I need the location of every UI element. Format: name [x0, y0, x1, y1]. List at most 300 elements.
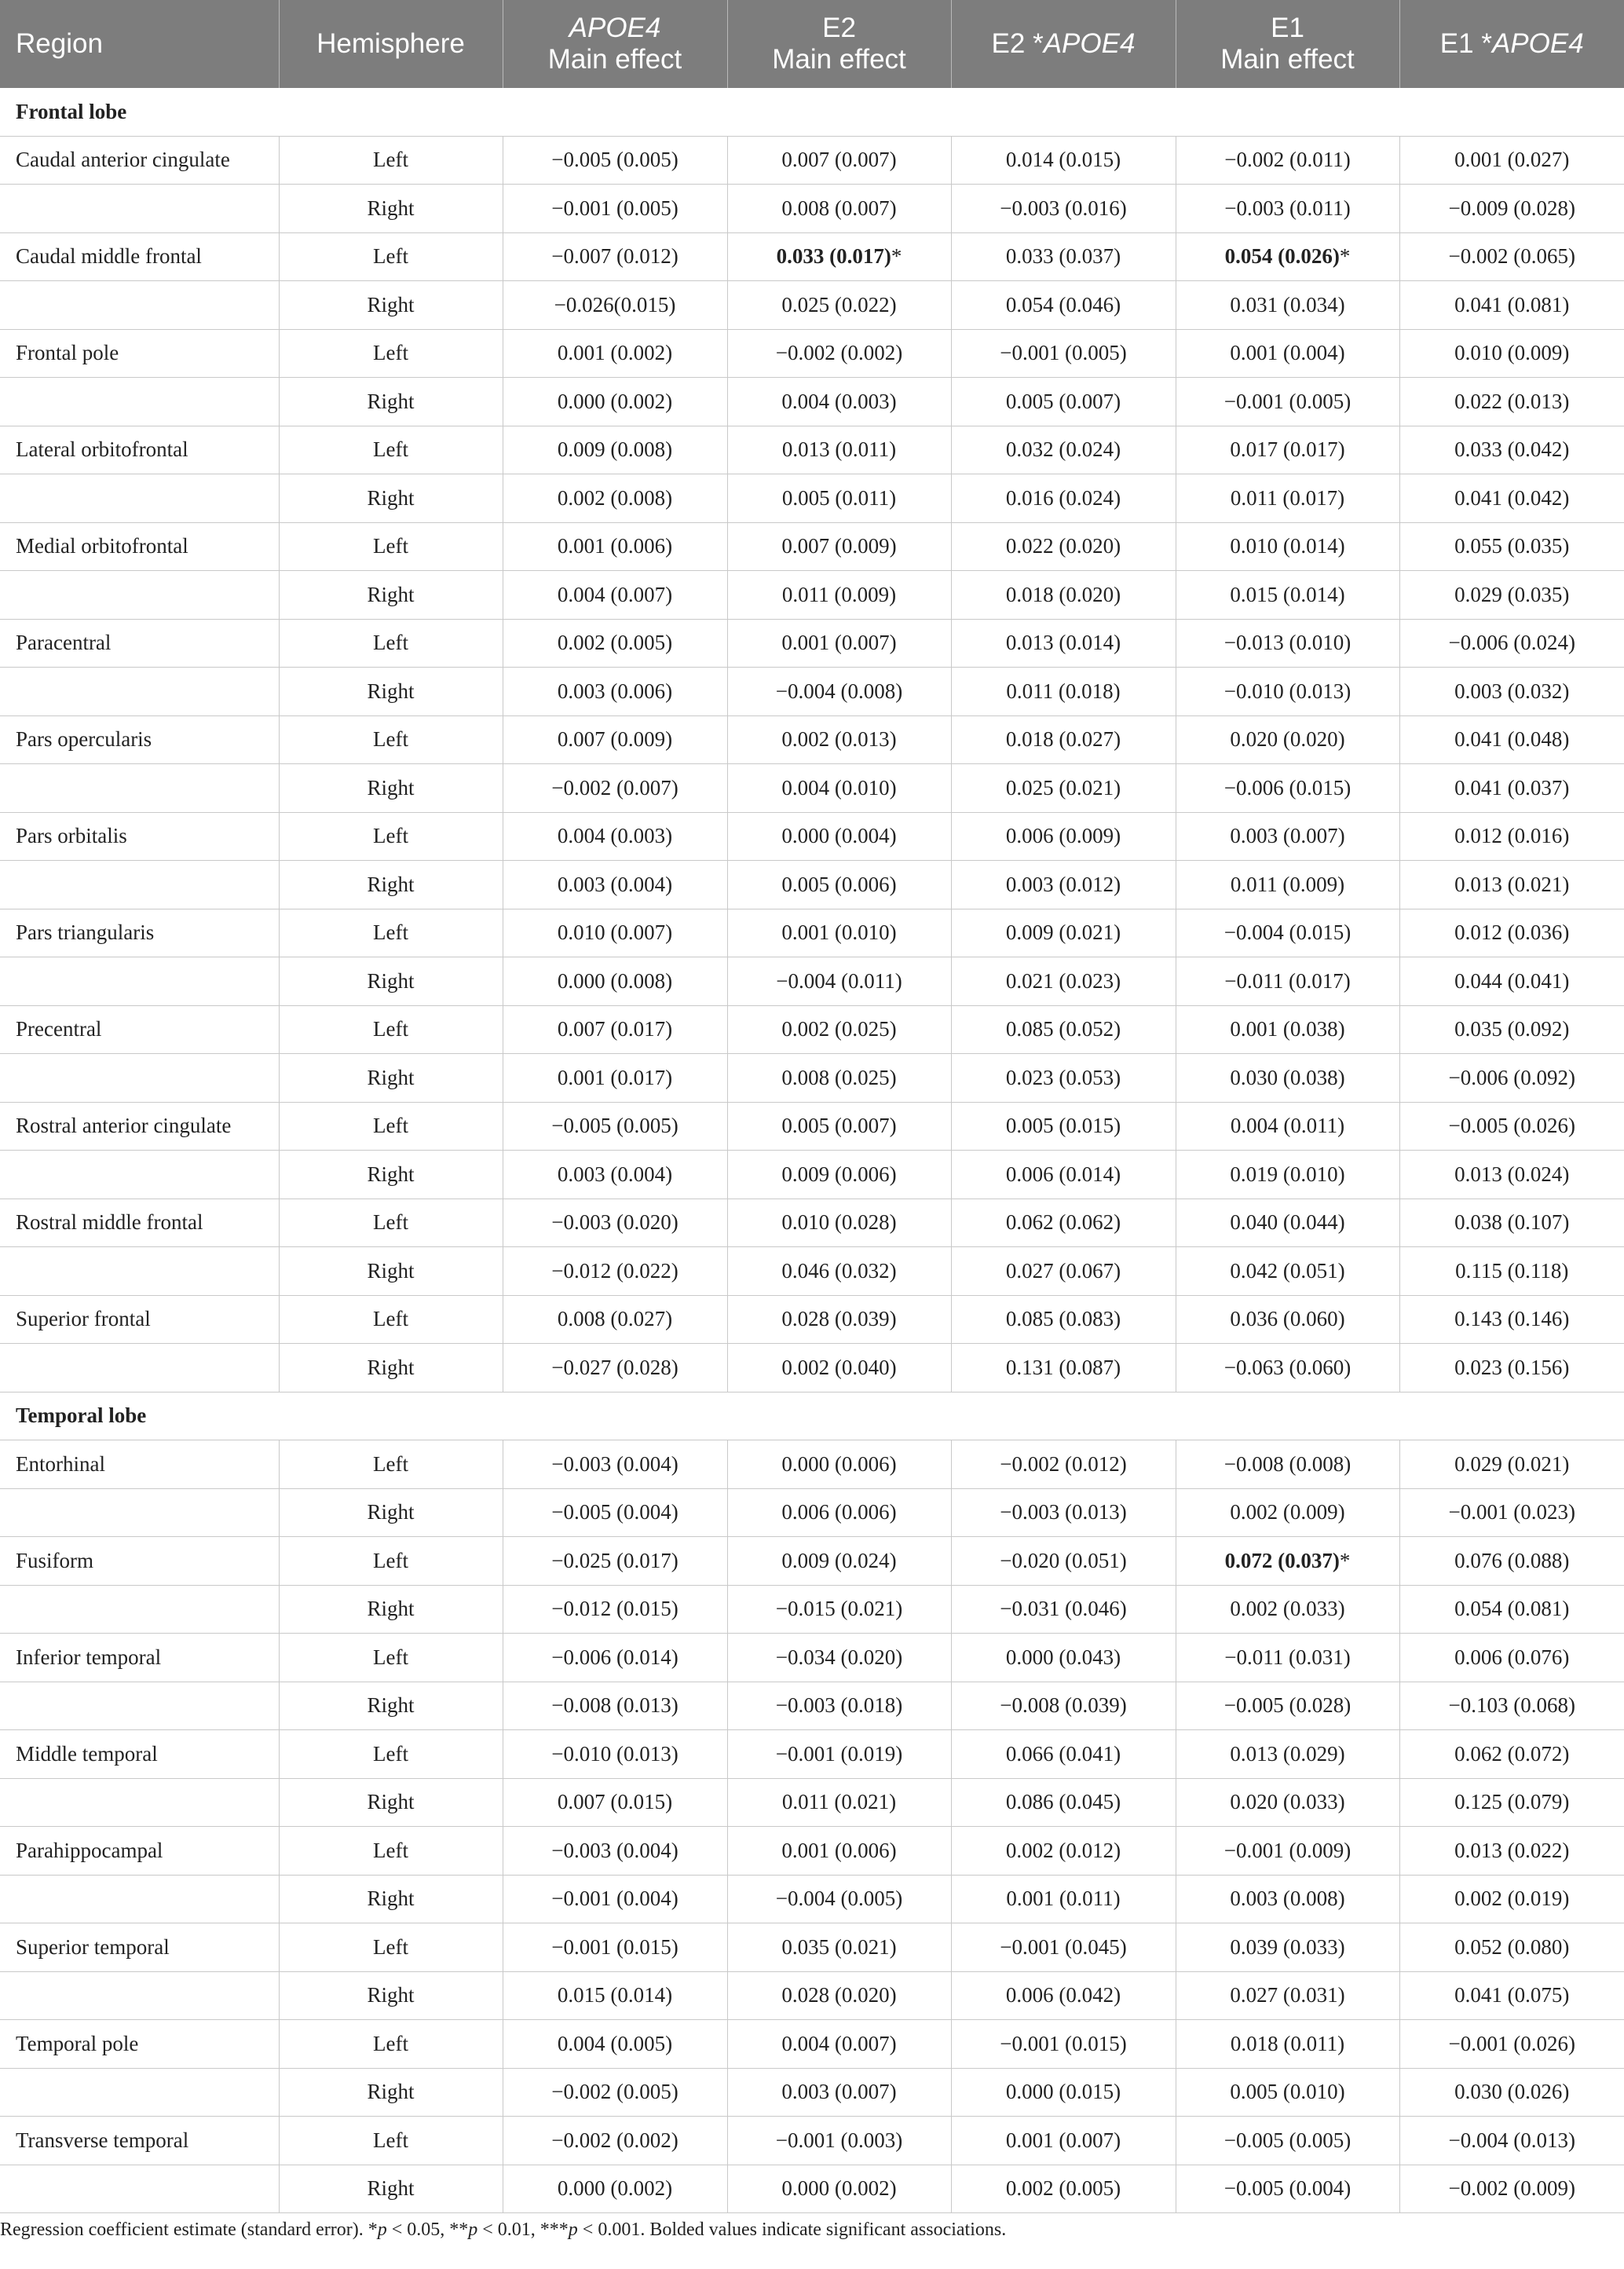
value-cell: 0.007 (0.017)	[503, 1005, 727, 1054]
region-cell: Fusiform	[0, 1537, 279, 1586]
hemisphere-cell: Left	[279, 1295, 503, 1344]
value-cell: −0.003 (0.020)	[503, 1199, 727, 1247]
significant-value: 0.054 (0.026)	[1224, 244, 1340, 269]
value-cell: −0.012 (0.015)	[503, 1585, 727, 1634]
value-cell: 0.000 (0.006)	[727, 1440, 951, 1489]
value-cell: 0.035 (0.021)	[727, 1923, 951, 1972]
value-cell: 0.046 (0.032)	[727, 1247, 951, 1296]
value-cell: −0.034 (0.020)	[727, 1634, 951, 1682]
table-row	[0, 329, 1624, 378]
section-title: Temporal lobe	[0, 1392, 1624, 1440]
value-cell: 0.044 (0.041)	[1399, 957, 1624, 1006]
column-header	[1399, 0, 1624, 88]
value-cell: 0.002 (0.019)	[1399, 1875, 1624, 1923]
value-cell: 0.001 (0.038)	[1176, 1005, 1399, 1054]
value-cell: 0.062 (0.062)	[951, 1199, 1176, 1247]
table-row	[0, 1054, 1624, 1103]
value-cell: −0.103 (0.068)	[1399, 1682, 1624, 1730]
hemisphere-cell: Right	[279, 1151, 503, 1199]
footnote-text: Regression coefficient estimate (standard error). *	[0, 2220, 378, 2240]
value-cell: 0.003 (0.012)	[951, 861, 1176, 909]
table-row	[0, 957, 1624, 1006]
value-cell: 0.007 (0.009)	[503, 715, 727, 764]
region-cell	[0, 1971, 279, 2020]
value-cell: 0.002 (0.025)	[727, 1005, 951, 1054]
value-cell: −0.005 (0.005)	[503, 136, 727, 185]
value-cell: −0.012 (0.022)	[503, 1247, 727, 1296]
value-cell: 0.001 (0.004)	[1176, 329, 1399, 378]
table-row	[0, 1827, 1624, 1876]
region-cell: Caudal middle frontal	[0, 232, 279, 281]
region-cell	[0, 764, 279, 813]
region-cell	[0, 1344, 279, 1393]
table-row	[0, 1682, 1624, 1730]
table-row	[0, 474, 1624, 523]
value-cell: 0.007 (0.007)	[727, 136, 951, 185]
value-cell: 0.018 (0.011)	[1176, 2020, 1399, 2069]
hemisphere-cell: Left	[279, 1923, 503, 1972]
value-cell: 0.006 (0.009)	[951, 812, 1176, 861]
value-cell: 0.066 (0.041)	[951, 1730, 1176, 1779]
value-cell: −0.005 (0.005)	[1176, 2117, 1399, 2165]
value-cell: 0.030 (0.038)	[1176, 1054, 1399, 1103]
region-cell: Parahippocampal	[0, 1827, 279, 1876]
region-cell: Caudal anterior cingulate	[0, 136, 279, 185]
value-cell: 0.025 (0.022)	[727, 281, 951, 330]
hemisphere-cell: Left	[279, 232, 503, 281]
table-row	[0, 1440, 1624, 1489]
hemisphere-cell: Left	[279, 1440, 503, 1489]
value-cell: 0.005 (0.007)	[951, 378, 1176, 426]
value-cell: 0.020 (0.033)	[1176, 1778, 1399, 1827]
hemisphere-cell: Right	[279, 668, 503, 716]
region-cell: Superior temporal	[0, 1923, 279, 1972]
value-cell: 0.000 (0.004)	[727, 812, 951, 861]
value-cell: −0.001 (0.005)	[951, 329, 1176, 378]
table-row	[0, 1730, 1624, 1779]
value-cell: 0.011 (0.017)	[1176, 474, 1399, 523]
hemisphere-cell: Left	[279, 522, 503, 571]
column-header	[0, 0, 279, 88]
table-row	[0, 1102, 1624, 1151]
value-cell: 0.017 (0.017)	[1176, 426, 1399, 474]
hemisphere-cell: Left	[279, 1730, 503, 1779]
value-cell: 0.001 (0.017)	[503, 1054, 727, 1103]
value-cell: −0.001 (0.023)	[1399, 1488, 1624, 1537]
value-cell: 0.004 (0.011)	[1176, 1102, 1399, 1151]
value-cell: 0.003 (0.032)	[1399, 668, 1624, 716]
value-cell: 0.011 (0.009)	[1176, 861, 1399, 909]
value-cell: 0.027 (0.031)	[1176, 1971, 1399, 2020]
table-row	[0, 909, 1624, 957]
column-header-top: E2	[822, 13, 856, 43]
value-cell: −0.004 (0.005)	[727, 1875, 951, 1923]
value-cell: −0.002 (0.002)	[727, 329, 951, 378]
hemisphere-cell: Left	[279, 1199, 503, 1247]
region-cell: Middle temporal	[0, 1730, 279, 1779]
hemisphere-cell: Left	[279, 2020, 503, 2069]
footnote-text: < 0.05, **	[386, 2220, 469, 2240]
table-row	[0, 1005, 1624, 1054]
value-cell: 0.002 (0.033)	[1176, 1585, 1399, 1634]
table-row	[0, 668, 1624, 716]
value-cell: 0.004 (0.003)	[727, 378, 951, 426]
hemisphere-cell: Right	[279, 1344, 503, 1393]
region-cell	[0, 571, 279, 620]
table-body	[0, 88, 1624, 2213]
value-cell: −0.001 (0.004)	[503, 1875, 727, 1923]
value-cell: 0.023 (0.156)	[1399, 1344, 1624, 1393]
table-row	[0, 522, 1624, 571]
value-cell: 0.054 (0.081)	[1399, 1585, 1624, 1634]
value-cell: 0.001 (0.007)	[951, 2117, 1176, 2165]
value-cell: 0.006 (0.014)	[951, 1151, 1176, 1199]
hemisphere-cell: Right	[279, 1971, 503, 2020]
table-row	[0, 136, 1624, 185]
value-cell: 0.042 (0.051)	[1176, 1247, 1399, 1296]
hemisphere-cell: Left	[279, 1005, 503, 1054]
value-cell: 0.041 (0.081)	[1399, 281, 1624, 330]
value-cell: 0.022 (0.013)	[1399, 378, 1624, 426]
table-row	[0, 1488, 1624, 1537]
table-row	[0, 378, 1624, 426]
value-cell: 0.031 (0.034)	[1176, 281, 1399, 330]
hemisphere-cell: Right	[279, 474, 503, 523]
value-cell: −0.002 (0.009)	[1399, 2165, 1624, 2213]
hemisphere-cell: Right	[279, 2068, 503, 2117]
value-cell: 0.029 (0.021)	[1399, 1440, 1624, 1489]
column-header	[951, 0, 1176, 88]
value-cell: −0.005 (0.028)	[1176, 1682, 1399, 1730]
value-cell: 0.004 (0.003)	[503, 812, 727, 861]
value-cell: −0.001 (0.009)	[1176, 1827, 1399, 1876]
column-header-top: E1 *	[1439, 28, 1492, 59]
region-cell	[0, 1054, 279, 1103]
value-cell: −0.006 (0.092)	[1399, 1054, 1624, 1103]
region-cell	[0, 2068, 279, 2117]
value-cell: 0.076 (0.088)	[1399, 1537, 1624, 1586]
value-cell: 0.052 (0.080)	[1399, 1923, 1624, 1972]
value-cell: −0.025 (0.017)	[503, 1537, 727, 1586]
value-cell: 0.001 (0.006)	[727, 1827, 951, 1876]
hemisphere-cell: Left	[279, 1102, 503, 1151]
value-cell: 0.001 (0.006)	[503, 522, 727, 571]
value-cell: 0.003 (0.006)	[503, 668, 727, 716]
value-cell: 0.143 (0.146)	[1399, 1295, 1624, 1344]
value-cell: −0.011 (0.017)	[1176, 957, 1399, 1006]
value-cell: 0.005 (0.015)	[951, 1102, 1176, 1151]
region-cell	[0, 474, 279, 523]
significance-marker: *	[891, 244, 902, 269]
value-cell: 0.001 (0.010)	[727, 909, 951, 957]
value-cell: −0.002 (0.005)	[503, 2068, 727, 2117]
hemisphere-cell: Right	[279, 1875, 503, 1923]
value-cell: −0.008 (0.008)	[1176, 1440, 1399, 1489]
table-row	[0, 1344, 1624, 1393]
value-cell: 0.062 (0.072)	[1399, 1730, 1624, 1779]
value-cell: 0.029 (0.035)	[1399, 571, 1624, 620]
value-cell: 0.086 (0.045)	[951, 1778, 1176, 1827]
value-cell: −0.031 (0.046)	[951, 1585, 1176, 1634]
value-cell: 0.010 (0.028)	[727, 1199, 951, 1247]
region-cell: Frontal pole	[0, 329, 279, 378]
value-cell: −0.010 (0.013)	[1176, 668, 1399, 716]
table-row	[0, 2165, 1624, 2213]
value-cell: 0.032 (0.024)	[951, 426, 1176, 474]
value-cell: −0.004 (0.013)	[1399, 2117, 1624, 2165]
footnote-text: < 0.01, ***	[477, 2220, 569, 2240]
value-cell: −0.001 (0.005)	[1176, 378, 1399, 426]
region-cell: Superior frontal	[0, 1295, 279, 1344]
column-header-bottom: Main effect	[547, 44, 682, 75]
region-cell: Entorhinal	[0, 1440, 279, 1489]
region-cell	[0, 1682, 279, 1730]
region-cell: Transverse temporal	[0, 2117, 279, 2165]
value-cell: 0.001 (0.002)	[503, 329, 727, 378]
significant-value: 0.033 (0.017)	[776, 244, 891, 269]
footnote-p: p	[377, 2220, 387, 2240]
value-cell: −0.005 (0.026)	[1399, 1102, 1624, 1151]
column-header	[727, 0, 951, 88]
value-cell: −0.003 (0.004)	[503, 1440, 727, 1489]
value-cell: −0.004 (0.015)	[1176, 909, 1399, 957]
header-row	[0, 0, 1624, 88]
table-row	[0, 1295, 1624, 1344]
region-cell	[0, 281, 279, 330]
value-cell: 0.008 (0.027)	[503, 1295, 727, 1344]
value-cell: 0.005 (0.010)	[1176, 2068, 1399, 2117]
value-cell: 0.019 (0.010)	[1176, 1151, 1399, 1199]
value-cell: −0.004 (0.008)	[727, 668, 951, 716]
value-cell: 0.005 (0.007)	[727, 1102, 951, 1151]
value-cell: 0.004 (0.010)	[727, 764, 951, 813]
value-cell: −0.006 (0.015)	[1176, 764, 1399, 813]
table-row	[0, 1151, 1624, 1199]
value-cell: 0.002 (0.009)	[1176, 1488, 1399, 1537]
hemisphere-cell: Left	[279, 715, 503, 764]
region-cell	[0, 957, 279, 1006]
value-cell: 0.003 (0.007)	[727, 2068, 951, 2117]
value-cell: −0.008 (0.039)	[951, 1682, 1176, 1730]
table-row	[0, 1537, 1624, 1586]
region-cell	[0, 185, 279, 233]
hemisphere-cell: Right	[279, 1778, 503, 1827]
column-header-top: Hemisphere	[316, 28, 465, 59]
value-cell: −0.005 (0.005)	[503, 1102, 727, 1151]
value-cell: −0.010 (0.013)	[503, 1730, 727, 1779]
value-cell: 0.002 (0.012)	[951, 1827, 1176, 1876]
hemisphere-cell: Left	[279, 1537, 503, 1586]
table-row	[0, 1875, 1624, 1923]
value-cell: −0.001 (0.003)	[727, 2117, 951, 2165]
table-row	[0, 1634, 1624, 1682]
value-cell: 0.055 (0.035)	[1399, 522, 1624, 571]
value-cell: 0.013 (0.011)	[727, 426, 951, 474]
significance-marker: *	[1339, 1548, 1351, 1572]
column-header-top: APOE4	[569, 13, 661, 43]
value-cell: 0.015 (0.014)	[503, 1971, 727, 2020]
column-header-top: Region	[16, 28, 103, 59]
hemisphere-cell: Left	[279, 909, 503, 957]
value-cell: 0.085 (0.083)	[951, 1295, 1176, 1344]
value-cell: 0.007 (0.009)	[727, 522, 951, 571]
section-row	[0, 88, 1624, 136]
table-row	[0, 1778, 1624, 1827]
region-cell	[0, 1488, 279, 1537]
region-cell: Medial orbitofrontal	[0, 522, 279, 571]
value-cell: 0.006 (0.006)	[727, 1488, 951, 1537]
value-cell: 0.018 (0.020)	[951, 571, 1176, 620]
hemisphere-cell: Left	[279, 619, 503, 668]
column-header-suffix: APOE4	[1491, 28, 1584, 59]
region-cell	[0, 2165, 279, 2213]
hemisphere-cell: Left	[279, 426, 503, 474]
value-cell: −0.015 (0.021)	[727, 1585, 951, 1634]
table-row	[0, 2020, 1624, 2069]
hemisphere-cell: Left	[279, 1827, 503, 1876]
value-cell: 0.000 (0.002)	[727, 2165, 951, 2213]
region-cell	[0, 668, 279, 716]
region-cell: Rostral middle frontal	[0, 1199, 279, 1247]
value-cell: 0.006 (0.042)	[951, 1971, 1176, 2020]
value-cell: 0.041 (0.042)	[1399, 474, 1624, 523]
table-row	[0, 232, 1624, 281]
region-cell: Lateral orbitofrontal	[0, 426, 279, 474]
value-cell: 0.009 (0.021)	[951, 909, 1176, 957]
value-cell: 0.023 (0.053)	[951, 1054, 1176, 1103]
table-header	[0, 0, 1624, 88]
section-row	[0, 1392, 1624, 1440]
column-header-suffix: APOE4	[1043, 28, 1136, 59]
value-cell: 0.009 (0.008)	[503, 426, 727, 474]
table-row	[0, 426, 1624, 474]
hemisphere-cell: Left	[279, 1634, 503, 1682]
value-cell: 0.022 (0.020)	[951, 522, 1176, 571]
value-cell: −0.063 (0.060)	[1176, 1344, 1399, 1393]
value-cell	[1176, 232, 1399, 281]
value-cell: −0.027 (0.028)	[503, 1344, 727, 1393]
value-cell	[727, 232, 951, 281]
table-row	[0, 764, 1624, 813]
value-cell: 0.013 (0.022)	[1399, 1827, 1624, 1876]
hemisphere-cell: Right	[279, 571, 503, 620]
value-cell: 0.004 (0.007)	[503, 571, 727, 620]
region-cell: Pars triangularis	[0, 909, 279, 957]
table-row	[0, 812, 1624, 861]
value-cell: 0.004 (0.007)	[727, 2020, 951, 2069]
table-row	[0, 619, 1624, 668]
value-cell: −0.005 (0.004)	[1176, 2165, 1399, 2213]
table-footnote	[0, 2213, 1624, 2241]
value-cell: 0.028 (0.039)	[727, 1295, 951, 1344]
value-cell: 0.012 (0.036)	[1399, 909, 1624, 957]
value-cell: −0.026(0.015)	[503, 281, 727, 330]
value-cell: 0.027 (0.067)	[951, 1247, 1176, 1296]
value-cell: 0.035 (0.092)	[1399, 1005, 1624, 1054]
value-cell: −0.003 (0.013)	[951, 1488, 1176, 1537]
value-cell: 0.000 (0.002)	[503, 378, 727, 426]
footnote-p: p	[468, 2220, 478, 2240]
hemisphere-cell: Left	[279, 329, 503, 378]
region-cell: Paracentral	[0, 619, 279, 668]
region-cell	[0, 1778, 279, 1827]
value-cell: −0.003 (0.016)	[951, 185, 1176, 233]
hemisphere-cell: Left	[279, 2117, 503, 2165]
table-row	[0, 1585, 1624, 1634]
value-cell: 0.085 (0.052)	[951, 1005, 1176, 1054]
value-cell: 0.001 (0.027)	[1399, 136, 1624, 185]
hemisphere-cell: Right	[279, 1488, 503, 1537]
value-cell: 0.041 (0.048)	[1399, 715, 1624, 764]
table-row	[0, 1923, 1624, 1972]
value-cell: 0.131 (0.087)	[951, 1344, 1176, 1393]
value-cell: −0.002 (0.007)	[503, 764, 727, 813]
value-cell: −0.009 (0.028)	[1399, 185, 1624, 233]
column-header-bottom: Main effect	[772, 44, 906, 75]
value-cell: 0.000 (0.015)	[951, 2068, 1176, 2117]
value-cell: 0.036 (0.060)	[1176, 1295, 1399, 1344]
region-cell	[0, 1247, 279, 1296]
section-title: Frontal lobe	[0, 88, 1624, 136]
region-cell: Inferior temporal	[0, 1634, 279, 1682]
value-cell: −0.001 (0.015)	[951, 2020, 1176, 2069]
column-header-bottom: Main effect	[1220, 44, 1355, 75]
value-cell: 0.005 (0.011)	[727, 474, 951, 523]
value-cell: 0.011 (0.009)	[727, 571, 951, 620]
value-cell: 0.030 (0.026)	[1399, 2068, 1624, 2117]
value-cell: −0.013 (0.010)	[1176, 619, 1399, 668]
value-cell: 0.011 (0.021)	[727, 1778, 951, 1827]
value-cell: 0.004 (0.005)	[503, 2020, 727, 2069]
table-row	[0, 2068, 1624, 2117]
column-header	[503, 0, 727, 88]
significance-marker: *	[1339, 244, 1351, 269]
value-cell: 0.041 (0.075)	[1399, 1971, 1624, 2020]
hemisphere-cell: Right	[279, 957, 503, 1006]
hemisphere-cell: Left	[279, 812, 503, 861]
value-cell: −0.002 (0.012)	[951, 1440, 1176, 1489]
table-row	[0, 861, 1624, 909]
hemisphere-cell: Right	[279, 1682, 503, 1730]
region-cell: Precentral	[0, 1005, 279, 1054]
hemisphere-cell: Right	[279, 1585, 503, 1634]
value-cell: 0.000 (0.008)	[503, 957, 727, 1006]
value-cell	[1176, 1537, 1399, 1586]
value-cell: 0.025 (0.021)	[951, 764, 1176, 813]
region-cell	[0, 378, 279, 426]
value-cell: 0.000 (0.002)	[503, 2165, 727, 2213]
value-cell: 0.038 (0.107)	[1399, 1199, 1624, 1247]
region-cell: Pars orbitalis	[0, 812, 279, 861]
value-cell: 0.002 (0.005)	[951, 2165, 1176, 2213]
footnote-p: p	[568, 2220, 578, 2240]
value-cell: 0.014 (0.015)	[951, 136, 1176, 185]
value-cell: 0.008 (0.025)	[727, 1054, 951, 1103]
region-cell	[0, 861, 279, 909]
column-header-top: E2 *	[991, 28, 1044, 59]
value-cell: 0.006 (0.076)	[1399, 1634, 1624, 1682]
value-cell: −0.001 (0.045)	[951, 1923, 1176, 1972]
value-cell: −0.004 (0.011)	[727, 957, 951, 1006]
value-cell: −0.001 (0.015)	[503, 1923, 727, 1972]
value-cell: −0.002 (0.011)	[1176, 136, 1399, 185]
value-cell: 0.018 (0.027)	[951, 715, 1176, 764]
value-cell: −0.001 (0.026)	[1399, 2020, 1624, 2069]
hemisphere-cell: Right	[279, 281, 503, 330]
value-cell: 0.002 (0.013)	[727, 715, 951, 764]
value-cell: 0.033 (0.042)	[1399, 426, 1624, 474]
hemisphere-cell: Right	[279, 378, 503, 426]
